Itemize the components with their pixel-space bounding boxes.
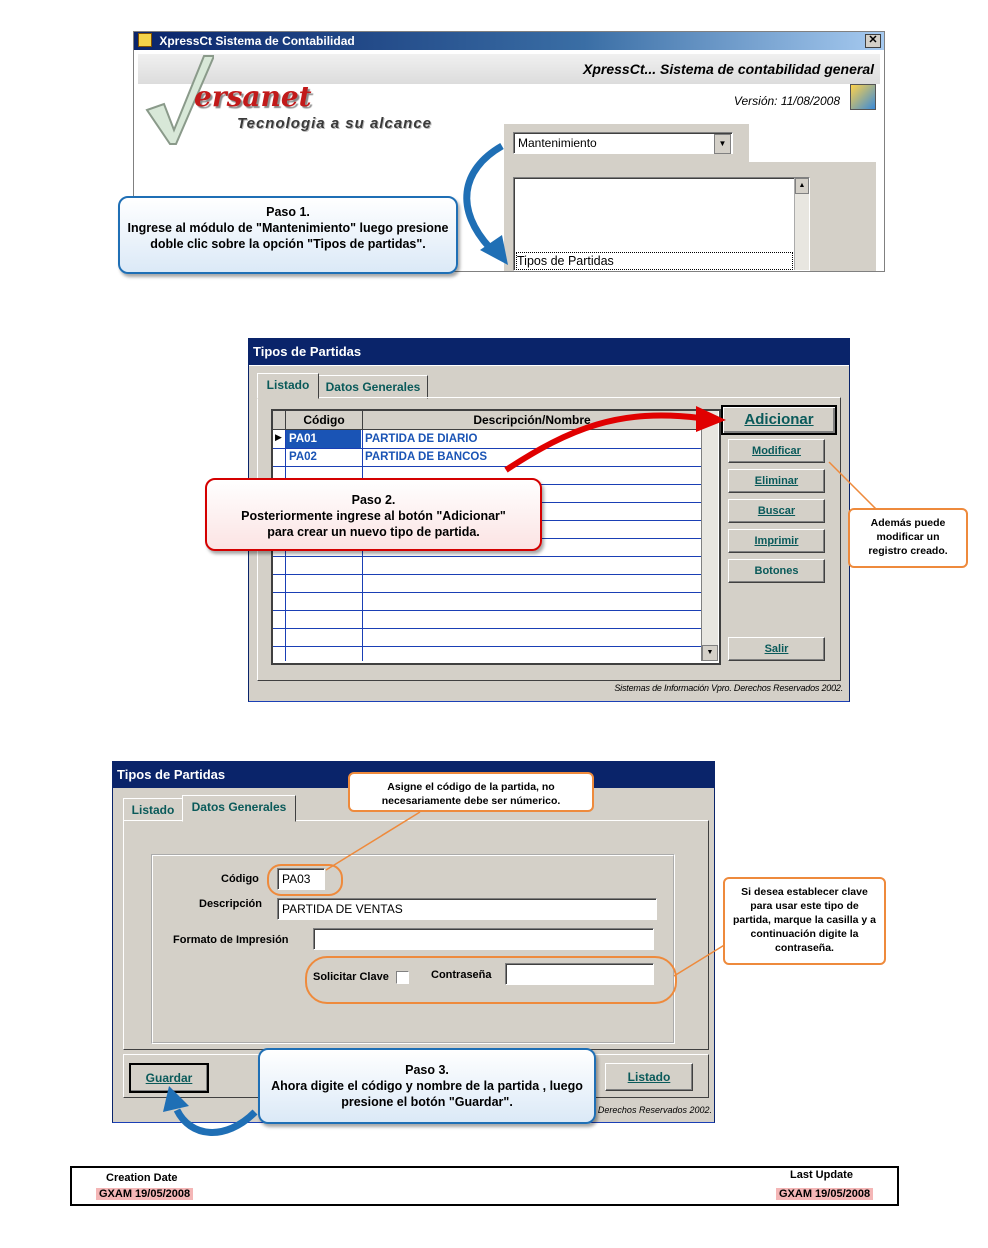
options-list[interactable] [513,177,810,271]
module-select[interactable]: Mantenimiento ▼ [513,132,733,154]
note-clave [723,877,886,965]
logo-text: ersanet [194,80,312,113]
imprimir-button[interactable]: Imprimir [728,529,825,553]
clave-highlight [305,956,677,1004]
formato-label: Formato de Impresión [173,934,289,946]
note-connector-clave [670,940,730,980]
row-pointer-icon: ▶ [275,432,282,442]
header-title: XpressCt... Sistema de contabilidad general [583,61,874,77]
list-window-titlebar: Tipos de Partidas [249,339,849,366]
tab-datos-generales[interactable]: Datos Generales [182,795,296,822]
tagline: Tecnologia a su alcance [237,115,433,132]
arrow-step2 [500,398,732,478]
table-row[interactable] [273,556,701,575]
note-modificar-text: Además puede modificar un registro creado. [868,517,948,557]
eliminar-button[interactable]: Eliminar [728,469,825,493]
column-header-descripcion[interactable]: Descripción/Nombre [473,413,591,427]
form-window-titlebar: Tipos de Partidas [113,762,714,788]
adicionar-button[interactable]: Adicionar [721,405,837,435]
callout-step1-title: Paso 1. [266,205,310,219]
window-titlebar [134,32,884,50]
callout-step3-title: Paso 3. [405,1063,449,1077]
botones-button[interactable]: Botones [728,559,825,583]
callout-step3 [258,1048,596,1124]
column-header-codigo[interactable]: Código [286,411,363,429]
callout-step1 [118,196,458,274]
status-text: Sistemas de Información Vpro. Derechos Reservados 2002. [614,683,843,693]
last-update-value: GXAM 19/05/2008 [776,1188,873,1200]
guardar-button[interactable]: Guardar [129,1063,209,1093]
tab-listado[interactable]: Listado [257,373,319,399]
table-cell-name[interactable]: PARTIDA DE DIARIO [365,433,478,445]
note-codigo-text: Asigne el código de la partida, no necesariamente debe ser númerico. [381,781,561,807]
descripcion-field[interactable]: PARTIDA DE VENTAS [277,898,657,920]
note-codigo [348,772,594,812]
table-cell-code[interactable]: PA02 [289,451,317,463]
descripcion-label: Descripción [199,898,262,910]
table-row[interactable] [273,628,701,647]
arrow-step3 [155,1082,260,1142]
tab-datos-generales[interactable]: Datos Generales [318,375,428,399]
table-row[interactable] [273,574,701,593]
table-row[interactable] [273,592,701,611]
listado-button[interactable]: Listado [605,1063,693,1091]
table-row[interactable] [273,610,701,629]
salir-button[interactable]: Salir [728,637,825,661]
callout-step3-text: Ahora digite el código y nombre de la partida , luego presione el botón "Guardar". [271,1079,583,1109]
callout-step2-title: Paso 2. [351,493,396,507]
creation-date-label: Creation Date [106,1172,178,1184]
callout-step2-text: Posteriormente ingrese al botón "Adicionar" para crear un nuevo tipo de partida. [241,509,506,539]
list-item-tipos-partidas[interactable]: Tipos de Partidas [516,252,793,270]
list-scrollbar[interactable] [794,178,809,270]
users-icon[interactable] [850,84,876,110]
document-footer [70,1166,899,1206]
note-connector-codigo [320,808,430,874]
note-clave-text: Si desea establecer clave para usar este tipo de partida, marque la casilla y a continuación digite la contraseña. [733,886,876,954]
codigo-label: Código [221,873,259,885]
chevron-down-icon[interactable]: ▼ [714,134,731,154]
scroll-down-icon[interactable]: ▼ [702,645,718,661]
buscar-button[interactable]: Buscar [728,499,825,523]
contrasena-label: Contraseña [431,969,492,981]
version-label: Versión: 11/08/2008 [733,94,840,108]
status-text: Derechos Reservados 2002. [597,1105,712,1115]
table-row[interactable] [273,646,701,664]
codigo-field[interactable]: PA03 [277,868,325,890]
solicitar-clave-label: Solicitar Clave [313,971,389,983]
last-update-label: Last Update [790,1169,853,1181]
arrow-step1 [450,140,530,270]
callout-step2 [205,478,542,551]
modificar-button[interactable]: Modificar [728,439,825,463]
scroll-up-icon[interactable]: ▲ [795,178,809,194]
app-icon [138,33,152,47]
formato-field[interactable] [313,928,654,950]
table-cell-name[interactable]: PARTIDA DE BANCOS [365,451,488,463]
table-cell-code[interactable]: PA01 [286,430,361,448]
window-title: XpressCt Sistema de Contabilidad [159,34,355,48]
note-modificar [848,508,968,568]
creation-date-value: GXAM 19/05/2008 [96,1188,193,1200]
callout-step1-text: Ingrese al módulo de "Mantenimiento" luego presione doble clic sobre la opción "Tipos de partidas". [127,221,449,251]
tab-listado[interactable]: Listado [123,798,183,822]
close-button[interactable]: ✕ [865,34,881,48]
